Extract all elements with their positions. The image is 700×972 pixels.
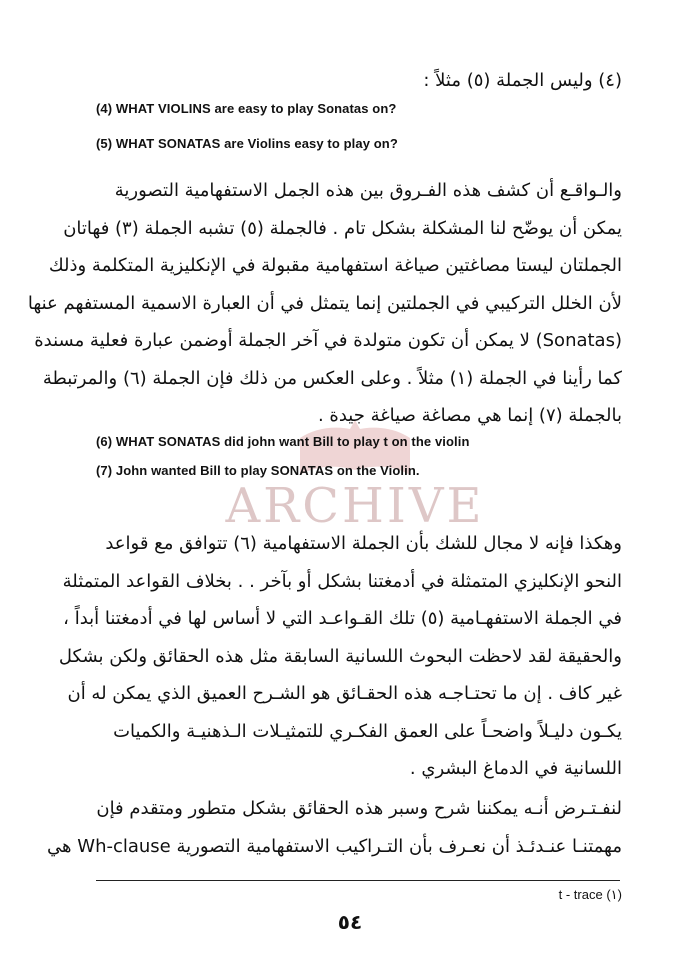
text-line: (٤) وليس الجملة (٥) مثلاً :: [423, 70, 622, 91]
page-number: ٥٤: [337, 910, 363, 934]
text-line: الجملتان ليستا مصاغتين صياغة استفهامية مقبولة في الإنكليزية المتكلمة وذلك: [48, 255, 622, 276]
text-line: بالجملة (٧) إنما هي مصاغة صياغة جيدة .: [317, 405, 622, 426]
paragraph-3: [47, 790, 622, 865]
text-line: والـواقـع أن كشف هذه الفـروق بين هذه الجمل الاستفهامية التصورية: [114, 180, 622, 201]
example-4: (4) WHAT VIOLINS are easy to play Sonatas on?: [96, 101, 397, 116]
text-line: اللسانية في الدماغ البشري .: [409, 758, 622, 779]
footnote: (١) t - trace: [558, 887, 622, 902]
paragraph-1: [27, 172, 622, 435]
watermark-text: ARCHIVE: [225, 478, 485, 534]
text-line: غير كاف . إن ما تحتـاجـه هذه الحقـائق هو الشـرح العميق الذي يمكن له أن: [67, 683, 622, 704]
paragraph-2: [58, 525, 622, 788]
text-line: يكـون دليـلاً واضحـاً على العمق الفكـري للتمثيـلات الـذهنيـة والكميات: [113, 720, 622, 742]
text-line: يمكن أن يوضّح لنا المشكلة بشكل تام . فالجملة (٥) تشبه الجملة (٣) فهاتان: [63, 217, 622, 239]
text-line: والحقيقة لقد لاحظت البحوث اللسانية السابقة مثل هذه الحقائق ولكن بشكل: [58, 645, 622, 667]
text-line: في الجملة الاستفهـامية (٥) تلك القـواعـد التي لا أساس لها في أدمغتنا أبداً ،: [63, 608, 622, 629]
intro-line: [96, 62, 622, 100]
text-line: مهمتنـا عنـدئـذ أن نعـرف بأن التـراكيب الاستفهامية التصورية Wh-clause هي: [47, 835, 622, 857]
example-6: (6) WHAT SONATAS did john want Bill to play t on the violin: [96, 434, 470, 449]
example-5: (5) WHAT SONATAS are Violins easy to play on?: [96, 136, 398, 151]
text-line: النحو الإنكليزي المتمثلة في أدمغتنا بشكل أو بآخر . . بخلاف القواعد المتمثلة: [62, 570, 622, 592]
example-7: (7) John wanted Bill to play SONATAS on the Violin.: [96, 463, 420, 478]
text-line: كما رأينا في الجملة (١) مثلاً . وعلى العكس من ذلك فإن الجملة (٦) والمرتبطة: [42, 367, 622, 389]
text-line: لأن الخلل التركيبي في الجملتين إنما يتمثل في أن العبارة الاسمية المستفهم عنها: [27, 292, 622, 314]
text-line: (Sonatas) لا يمكن أن تكون متولدة في آخر الجملة أوضمن عبارة فعلية مسندة: [34, 330, 622, 351]
footnote-divider: [96, 880, 620, 881]
text-line: وهكذا فإنه لا مجال للشك بأن الجملة الاستفهامية (٦) تتوافق مع قواعد: [105, 533, 622, 554]
text-line: لنفـتـرض أنـه يمكننا شرح وسبر هذه الحقائق بشكل متطور ومتقدم فإن: [96, 798, 622, 819]
